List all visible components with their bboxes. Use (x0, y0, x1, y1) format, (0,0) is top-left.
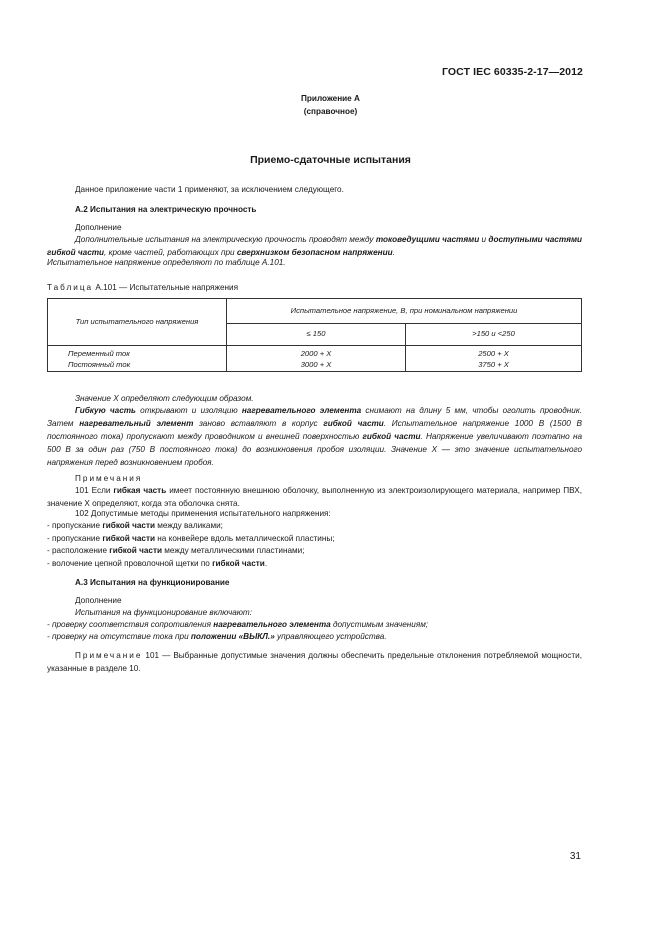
text-run: между валиками; (155, 521, 223, 530)
defined-term: гибкой части (323, 418, 384, 428)
text-run: . (264, 559, 268, 568)
table-cell-type: Постоянный ток (68, 359, 131, 369)
text-run: . Испытательное напряжение 1000 В (1500 В постоянного тока) пропускают между проводником и внешней поверхностью (47, 418, 583, 441)
table-sub-header-1: ≤ 150 (227, 324, 406, 346)
a2-paragraph (47, 234, 582, 260)
table-caption-word: Таблица (47, 283, 94, 292)
table-caption-text: А.101 — Испытательные напряжения (93, 283, 239, 292)
text-run: - пропускание (47, 534, 103, 543)
annex-title: Приложение А (301, 94, 360, 103)
text-run: - проверку соответствия сопротивления (47, 620, 214, 629)
defined-term: сверхнизком безопасном напряжении (236, 247, 393, 257)
text-run: управляющего устройства. (274, 632, 387, 641)
text-run: заново вставляют в корпус (193, 418, 324, 428)
a3-note-101 (47, 650, 582, 676)
a3-note-word: Примечание (75, 651, 143, 660)
section-a3-heading: А.3 Испытания на функционирование (75, 578, 230, 587)
table-cell-value: 2500 + X (478, 348, 509, 358)
x-procedure-paragraph (47, 405, 582, 470)
notes-heading: Примечания (75, 474, 143, 483)
a2-addition-label: Дополнение (75, 223, 122, 232)
defined-term: нагревательный элемент (79, 418, 194, 428)
text-run: . Напряжение увеличивают поэтапно на 500 В за один раз (750 В постоянного тока) до возникновения пробоя изоляции. Значение X — это значение испытательного напряжения перед возникновением пробоя. (47, 431, 583, 467)
note-102-item (47, 533, 335, 546)
table-row (48, 346, 582, 372)
intro-paragraph: Данное приложение части 1 применяют, за исключением следующего. (75, 185, 344, 194)
note-101 (47, 485, 582, 511)
defined-term: нагревательного элемента (241, 406, 362, 415)
text-run: между металлическими пластинами; (162, 546, 305, 555)
text-run: 101 Если (75, 486, 114, 495)
table-cell-value: 3750 + X (478, 359, 509, 369)
table-sub-header-2: >150 и <250 (406, 324, 582, 346)
a3-note-text: 101 — Выбранные допустимые значения должны обеспечить предельные отклонения потребляемой мощности, указанные в разделе 10. (47, 651, 582, 673)
text-run: имеет постоянную внешнюю оболочку, выполненную из электроизолирующего материала, например ПВХ, значение X определяют, когда эта оболочка снята. (47, 486, 583, 508)
defined-term: гибкой части (102, 521, 156, 530)
text-run: открывают и изоляцию (135, 406, 242, 415)
x-definition: Значение X определяют следующим образом. (75, 394, 254, 403)
table-cell-value: 2000 + X (300, 348, 332, 358)
table-caption (47, 282, 238, 295)
document-id: ГОСТ IEC 60335-2-17—2012 (441, 66, 583, 78)
a3-addition-label: Дополнение (75, 596, 122, 605)
text-run: снимают на длину 5 мм, чтобы оголить проводник. Затем (47, 406, 582, 428)
defined-term: положении «ВЫКЛ.» (190, 632, 275, 641)
defined-term: гибкой части (102, 534, 156, 543)
annex-type: (справочное) (303, 107, 358, 116)
section-a2-heading: А.2 Испытания на электрическую прочность (75, 205, 257, 214)
text-run: Дополнительные испытания на электрическую прочность проводят между (75, 235, 376, 244)
table-group-header: Испытательное напряжение, В, при номинальном напряжении (227, 299, 582, 324)
a3-item (47, 619, 428, 632)
text-run: . (392, 247, 395, 257)
table-cell-type: Переменный ток (68, 348, 130, 358)
defined-term: гибкой части (362, 431, 421, 441)
text-run: и (479, 235, 489, 244)
text-run: - волочение цепной проволочной щетки по (47, 559, 213, 568)
defined-term: гибкой части (109, 546, 162, 555)
text-run: - расположение (47, 546, 110, 555)
main-title: Приемо-сдаточные испытания (250, 154, 411, 166)
test-voltage-table (47, 298, 582, 372)
note-102-item (47, 558, 267, 571)
note-102-item (47, 545, 305, 558)
defined-term: гибкая часть (113, 486, 167, 495)
page-number: 31 (569, 851, 581, 862)
text-run: на конвейере вдоль металлической пластины; (155, 534, 335, 543)
defined-term: доступными частями гибкой части (47, 235, 582, 257)
defined-term: токоведущими частями (375, 235, 480, 244)
text-run: , кроме частей, работающих при (104, 247, 237, 257)
note-102-item (47, 520, 223, 533)
note-102: 102 Допустимые методы применения испытательного напряжения: (75, 509, 331, 518)
table-cell-value: 3000 + X (300, 359, 332, 369)
a3-item (47, 631, 387, 644)
text-run: - проверку на отсутствие тока при (47, 632, 191, 641)
defined-term: нагревательного элемента (213, 620, 331, 629)
table-col-type-header: Тип испытательного напряжения (48, 299, 227, 346)
defined-term: Гибкую часть (75, 406, 136, 415)
text-run: - пропускание (47, 521, 103, 530)
defined-term: гибкой части (212, 559, 265, 568)
a3-intro: Испытания на функционирование включают: (75, 608, 253, 617)
text-run: допустимым значениям; (330, 620, 429, 629)
a2-table-reference: Испытательное напряжение определяют по таблице А.101. (47, 258, 286, 267)
